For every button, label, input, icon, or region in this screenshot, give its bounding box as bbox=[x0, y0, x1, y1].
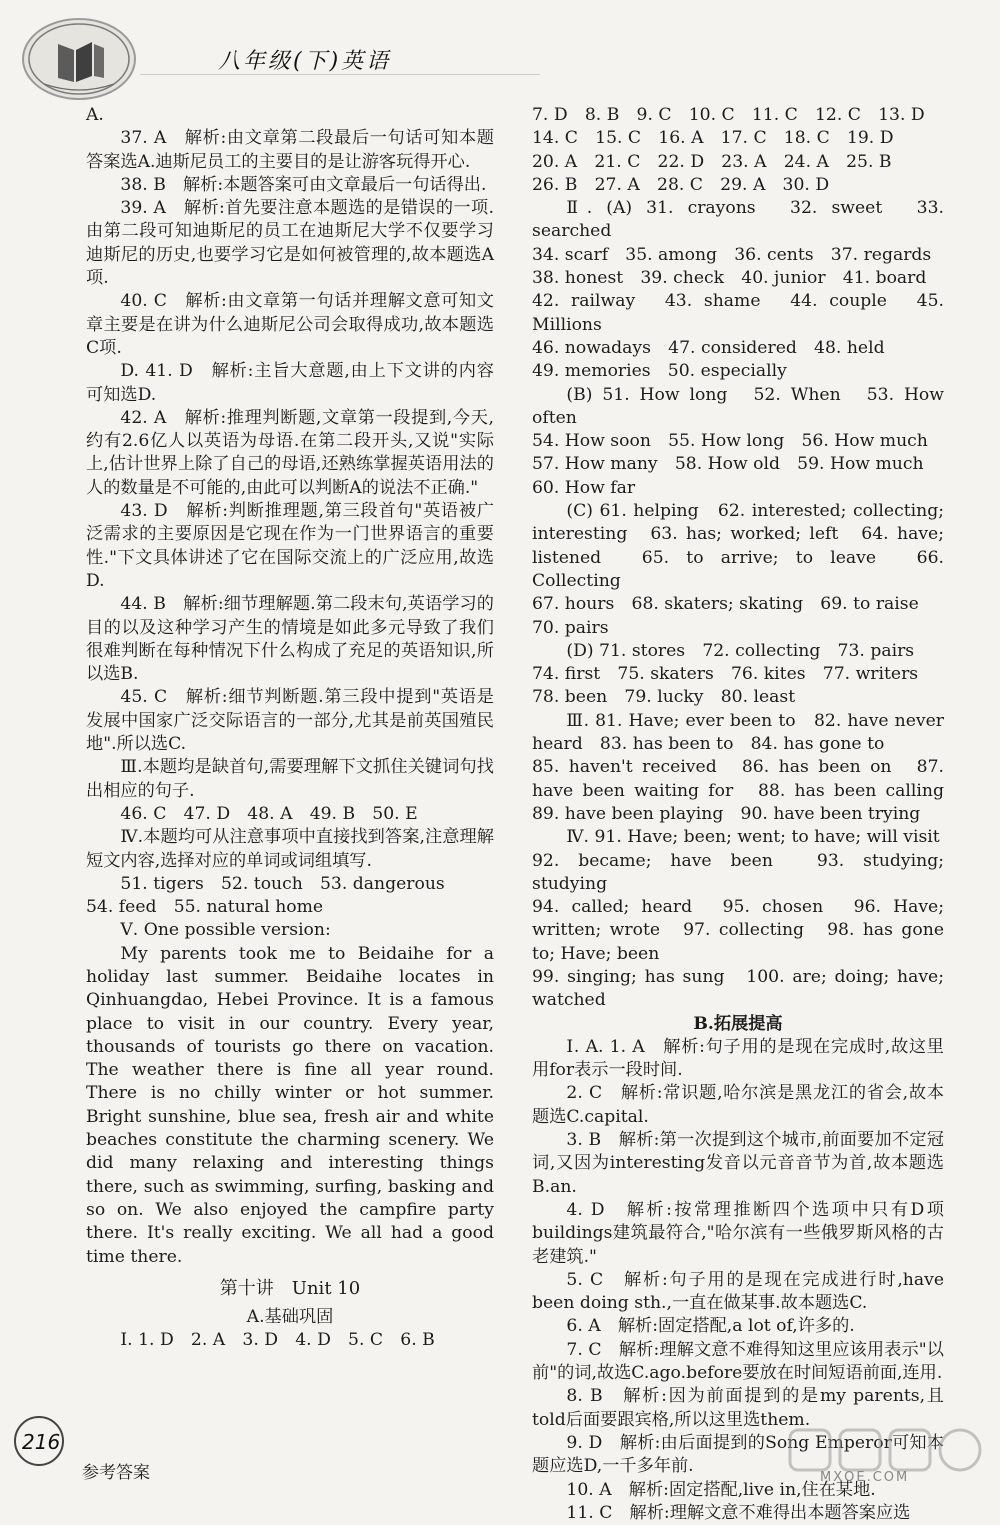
answer-paragraph: 85. haven't received 86. has been on 87. have been waiting for 88. has been calling 89. have been playing 90. have been trying bbox=[532, 757, 962, 824]
answer-paragraph: (B) 51. How long 52. When 53. How often bbox=[532, 384, 944, 428]
answer-paragraph: Ⅰ. 1. D 2. A 3. D 4. D 5. C 6. B bbox=[120, 1330, 435, 1351]
answer-paragraph: (C) 61. helping 62. interested; collecting; interesting 63. has; worked; left 64. have; listened 65. to arrive; to leave 66. Collecting bbox=[532, 501, 944, 591]
answer-paragraph: 7. D 8. B 9. C 10. C 11. C 12. C 13. D bbox=[532, 105, 925, 125]
answer-paragraph: 38. B 解析:本题答案可由文章最后一句话得出. bbox=[120, 174, 487, 195]
answer-paragraph: 60. How far bbox=[532, 477, 636, 498]
answer-paragraph: 4. D 解析:按常理推断四个选项中只有D项buildings建筑最符合,"哈尔滨有一些俄罗斯风格的古老建筑." bbox=[532, 1199, 944, 1267]
answer-paragraph: 11. C 解析:理解文意不难得出本题答案应选 bbox=[566, 1502, 911, 1523]
section-heading: B.拓展提高 bbox=[693, 1013, 783, 1034]
section-label: 参考答案 bbox=[82, 1463, 150, 1483]
answer-paragraph: Ⅲ.本题均是缺首句,需要理解下文抓住关键词句找出相应的句子. bbox=[86, 757, 494, 801]
answer-paragraph: 74. first 75. skaters 76. kites 77. writers bbox=[532, 664, 919, 685]
answer-paragraph: 2. C 解析:常识题,哈尔滨是黑龙江的省会,故本题选C.capital. bbox=[532, 1083, 944, 1127]
answer-paragraph: 39. A 解析:首先要注意本题选的是错误的一项.由第二段可知迪斯尼的员工在迪斯尼大学不仅要学习迪斯尼的历史,也要学习它是如何被管理的,故本题选A项. bbox=[86, 198, 494, 289]
answer-paragraph: 14. C 15. C 16. A 17. C 18. C 19. D bbox=[532, 128, 894, 149]
page-footer bbox=[0, 1400, 1000, 1489]
answer-paragraph: 57. How many 58. How old 59. How much bbox=[532, 454, 924, 475]
right-column bbox=[532, 104, 962, 1525]
answer-paragraph: 94. called; heard 95. chosen 96. Have; written; wrote 97. collecting 98. has gone to; Have; been bbox=[532, 897, 944, 964]
answer-paragraph: 10. A 解析:固定搭配,live in,住在某地. bbox=[566, 1479, 876, 1500]
answer-paragraph: 45. C 解析:细节判断题.第三段中提到"英语是发展中国家广泛交际语言的一部分,尤其是前英国殖民地".所以选C. bbox=[86, 687, 494, 755]
answer-paragraph: 37. A 解析:由文章第二段最后一句话可知本题答案选A.迪斯尼员工的主要目的是让游客玩得开心. bbox=[86, 128, 494, 172]
book-series-logo bbox=[22, 18, 136, 100]
answer-paragraph: Ⅴ. One possible version: bbox=[120, 920, 331, 941]
answer-paragraph: 3. B 解析:第一次提到这个城市,前面要加不定冠词,又因为interesting发音以元音音节为首,故本题选B.an. bbox=[532, 1130, 944, 1197]
answer-paragraph: 92. became; have been 93. studying; studying bbox=[532, 850, 944, 894]
answer-paragraph: 49. memories 50. especially bbox=[532, 361, 787, 382]
answer-paragraph: 26. B 27. A 28. C 29. A 30. D bbox=[532, 174, 830, 195]
left-column bbox=[86, 104, 494, 1353]
answer-paragraph: 54. How soon 55. How long 56. How much bbox=[532, 431, 928, 452]
answer-paragraph: Ⅲ. 81. Have; ever been to 82. have never heard 83. has been to 84. has gone to bbox=[532, 710, 944, 755]
answer-paragraph: D. 41. D 解析:主旨大意题,由上下文讲的内容可知选D. bbox=[86, 361, 494, 405]
answer-paragraph: 34. scarf 35. among 36. cents 37. regards bbox=[532, 244, 932, 265]
answer-paragraph: 9. D 解析:由后面提到的Song Emperor可知本题应选D,一千多年前. bbox=[532, 1432, 944, 1477]
answer-paragraph: 46. C 47. D 48. A 49. B 50. E bbox=[120, 803, 418, 824]
answer-paragraph: 99. singing; has sung 100. are; doing; have; watched bbox=[532, 966, 944, 1011]
answer-paragraph: Ⅰ. A. 1. A 解析:句子用的是现在完成时,故这里用for表示一段时间. bbox=[532, 1036, 944, 1081]
page-header bbox=[0, 0, 1000, 100]
answer-paragraph: 44. B 解析:细节理解题.第二段末句,英语学习的目的以及这种学习产生的情境是如此多元导致了我们很难判断在每种情况下什么构成了充足的英语知识,所以选B. bbox=[86, 594, 494, 685]
answer-paragraph: 40. C 解析:由文章第一句话并理解文意可知文章主要是在讲为什么迪斯尼公司会取得成功,故本题选C项. bbox=[86, 291, 494, 358]
section-heading: 第十讲 Unit 10 bbox=[219, 1277, 361, 1299]
answer-paragraph: 5. C 解析:句子用的是现在完成进行时,have been doing sth.,一直在做某事.故本题选C. bbox=[532, 1269, 944, 1314]
answer-paragraph: Ⅳ.本题均可从注意事项中直接找到答案,注意理解短文内容,选择对应的单词或词组填写. bbox=[86, 827, 494, 871]
answer-paragraph: 46. nowadays 47. considered 48. held bbox=[532, 337, 885, 358]
answer-paragraph: 78. been 79. lucky 80. least bbox=[532, 687, 796, 708]
answer-paragraph: 8. B 解析:因为前面提到的是my parents,且told后面要跟宾格,所以这里选them. bbox=[532, 1386, 944, 1430]
answer-paragraph: 54. feed 55. natural home bbox=[86, 897, 324, 918]
answer-paragraph: (D) 71. stores 72. collecting 73. pairs bbox=[566, 640, 915, 661]
page-title: 八年级(下)英语 bbox=[218, 49, 392, 74]
answer-paragraph: 42. A 解析:推理判断题,文章第一段提到,今天,约有2.6亿人以英语为母语.在第二段开头,又说"实际上,估计世界上除了自己的母语,还熟练掌握英语用法的人的数量是不可能的,由此可以判断A的说法不正确." bbox=[86, 407, 494, 498]
answer-paragraph: 67. hours 68. skaters; skating 69. to raise bbox=[532, 594, 919, 615]
answer-paragraph: 43. D 解析:判断推理题,第三段首句"英语被广泛需求的主要原因是它现在作为一门世界语言的重要性."下文具体讲述了它在国际交流上的广泛应用,故选D. bbox=[86, 501, 494, 591]
answer-paragraph: 42. railway 43. shame 44. couple 45. Millions bbox=[532, 291, 944, 335]
answer-paragraph: Ⅱ. (A) 31. crayons 32. sweet 33. searched bbox=[532, 198, 944, 242]
answer-paragraph: 38. honest 39. check 40. junior 41. board bbox=[532, 268, 927, 289]
watermark-text: MXQE.COM bbox=[820, 1470, 910, 1485]
answer-paragraph: 70. pairs bbox=[532, 617, 609, 638]
answer-paragraph: My parents took me to Beidaihe for a holiday last summer. Beidaihe locates in Qinhuangdao, Hebei Province. It is a famous place to visit in our country. Every year, thousands of tourists go there on vacation. The weather there is fine all year round. There is no chilly winter or hot summer. Bright sunshine, blue sea, fresh air and white beaches constitute the charming scenery. We did many relaxing and interesting things there, such as swimming, surfing, basking and so on. We also enjoyed the campfire party there. It's really exciting. We all had a good time there. bbox=[86, 943, 494, 1267]
answer-paragraph: 51. tigers 52. touch 53. dangerous bbox=[120, 873, 445, 894]
answer-paragraph: Ⅳ. 91. Have; been; went; to have; will visit bbox=[566, 827, 940, 848]
page-number: 216 bbox=[22, 1430, 61, 1454]
answer-paragraph: 7. C 解析:理解文意不难得知这里应该用表示"以前"的词,故选C.ago.before要放在时间短语前面,连用. bbox=[532, 1339, 944, 1384]
section-heading: A.基础巩固 bbox=[246, 1307, 334, 1328]
answer-paragraph: 20. A 21. C 22. D 23. A 24. A 25. B bbox=[532, 151, 892, 172]
answer-paragraph: 6. A 解析:固定搭配,a lot of,许多的. bbox=[566, 1316, 855, 1337]
answer-paragraph: A. bbox=[86, 105, 104, 125]
